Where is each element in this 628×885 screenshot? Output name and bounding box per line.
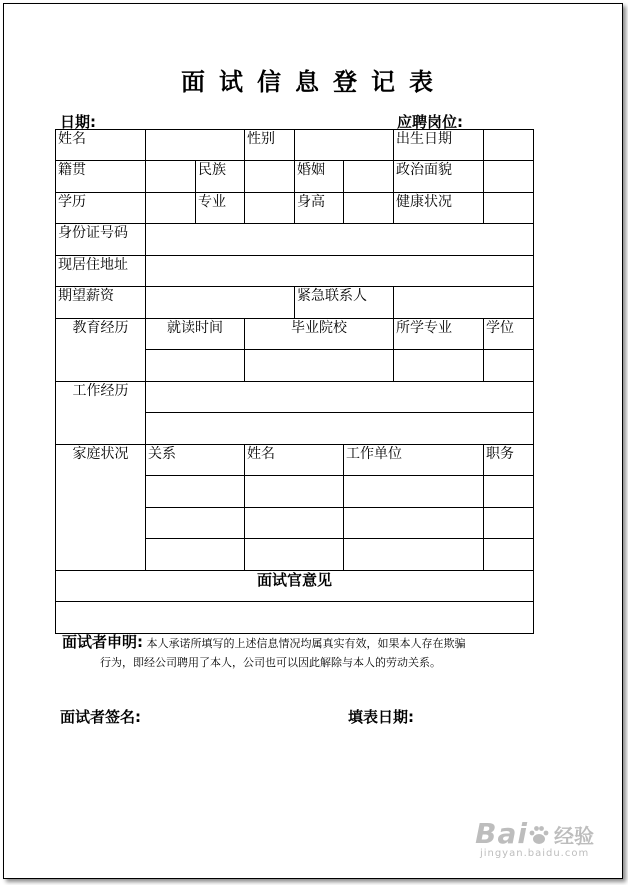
label-salary: 期望薪资 [56, 287, 146, 319]
row-education-header [56, 319, 534, 350]
label-marital: 婚姻 [295, 161, 344, 193]
position-label: 应聘岗位: [397, 113, 463, 131]
value-relation-3[interactable] [146, 539, 245, 571]
value-name[interactable] [146, 130, 245, 161]
declaration-line-2: 行为，即经公司聘用了本人，公司也可以因此解除与本人的劳动关系。 [100, 656, 441, 669]
header-family-name: 姓名 [245, 445, 344, 476]
label-height: 身高 [295, 193, 344, 224]
label-education: 学历 [56, 193, 146, 224]
label-gender: 性别 [245, 130, 295, 161]
label-id-number: 身份证号码 [56, 224, 146, 256]
value-job-title-1[interactable] [484, 476, 534, 508]
signer-label: 面试者签名: [60, 708, 141, 726]
row-opinion-value [56, 602, 534, 634]
value-address[interactable] [146, 256, 534, 287]
value-employer-2[interactable] [344, 508, 484, 539]
row-salary [56, 287, 534, 319]
header-major-studied: 所学专业 [394, 319, 484, 350]
value-native-place[interactable] [146, 161, 196, 193]
value-height[interactable] [344, 193, 394, 224]
label-health: 健康状况 [394, 193, 484, 224]
fill-date-label: 填表日期: [348, 708, 414, 726]
value-family-name-3[interactable] [245, 539, 344, 571]
value-study-period[interactable] [146, 350, 245, 382]
header-employer: 工作单位 [344, 445, 484, 476]
value-ethnicity[interactable] [245, 161, 295, 193]
row-basic-1 [56, 130, 534, 161]
value-political[interactable] [484, 161, 534, 193]
value-job-title-3[interactable] [484, 539, 534, 571]
label-birth-date: 出生日期 [394, 130, 484, 161]
header-degree: 学位 [484, 319, 534, 350]
date-label: 日期: [60, 113, 96, 131]
value-degree[interactable] [484, 350, 534, 382]
header-school: 毕业院校 [245, 319, 394, 350]
value-education[interactable] [146, 193, 196, 224]
label-name: 姓名 [56, 130, 146, 161]
value-school[interactable] [245, 350, 394, 382]
row-basic-2 [56, 161, 534, 193]
paw-icon [528, 824, 550, 846]
value-work-1[interactable] [146, 382, 534, 413]
value-work-2[interactable] [146, 413, 534, 445]
value-employer-1[interactable] [344, 476, 484, 508]
label-major: 专业 [196, 193, 245, 224]
row-work-1 [56, 382, 534, 413]
value-relation-1[interactable] [146, 476, 245, 508]
value-employer-3[interactable] [344, 539, 484, 571]
row-basic-3 [56, 193, 534, 224]
label-education-history: 教育经历 [56, 319, 146, 382]
value-job-title-2[interactable] [484, 508, 534, 539]
value-birth-date[interactable] [484, 130, 534, 161]
label-emergency-contact: 紧急联系人 [295, 287, 394, 319]
registration-table [55, 129, 534, 634]
label-ethnicity: 民族 [196, 161, 245, 193]
header-study-period: 就读时间 [146, 319, 245, 350]
label-family: 家庭状况 [56, 445, 146, 571]
watermark-logo-cn: 经验 [554, 824, 594, 848]
row-family-header [56, 445, 534, 476]
value-salary[interactable] [146, 287, 295, 319]
value-emergency-contact[interactable] [394, 287, 534, 319]
label-political: 政治面貌 [394, 161, 484, 193]
value-family-name-2[interactable] [245, 508, 344, 539]
row-id-number [56, 224, 534, 256]
watermark-logo: Bai [475, 817, 528, 850]
interviewer-opinion-field[interactable] [56, 602, 534, 634]
value-major[interactable] [245, 193, 295, 224]
header-job-title: 职务 [484, 445, 534, 476]
value-major-studied[interactable] [394, 350, 484, 382]
label-work-history: 工作经历 [56, 382, 146, 445]
label-native-place: 籍贯 [56, 161, 146, 193]
row-address [56, 256, 534, 287]
interviewer-opinion-title: 面试官意见 [56, 571, 534, 602]
declaration [62, 633, 532, 672]
value-id-number[interactable] [146, 224, 534, 256]
value-relation-2[interactable] [146, 508, 245, 539]
value-health[interactable] [484, 193, 534, 224]
watermark [475, 817, 594, 859]
value-gender[interactable] [295, 130, 394, 161]
label-address: 现居住地址 [56, 256, 146, 287]
value-family-name-1[interactable] [245, 476, 344, 508]
declaration-label: 面试者申明: [62, 633, 143, 651]
declaration-line-1: 本人承诺所填写的上述信息情况均属真实有效，如果本人存在欺骗 [146, 637, 466, 650]
value-marital[interactable] [344, 161, 394, 193]
row-opinion-header [56, 571, 534, 602]
header-relation: 关系 [146, 445, 245, 476]
form-title: 面试信息登记表 [181, 68, 447, 96]
watermark-url: jingyan.baidu.com [479, 848, 590, 859]
